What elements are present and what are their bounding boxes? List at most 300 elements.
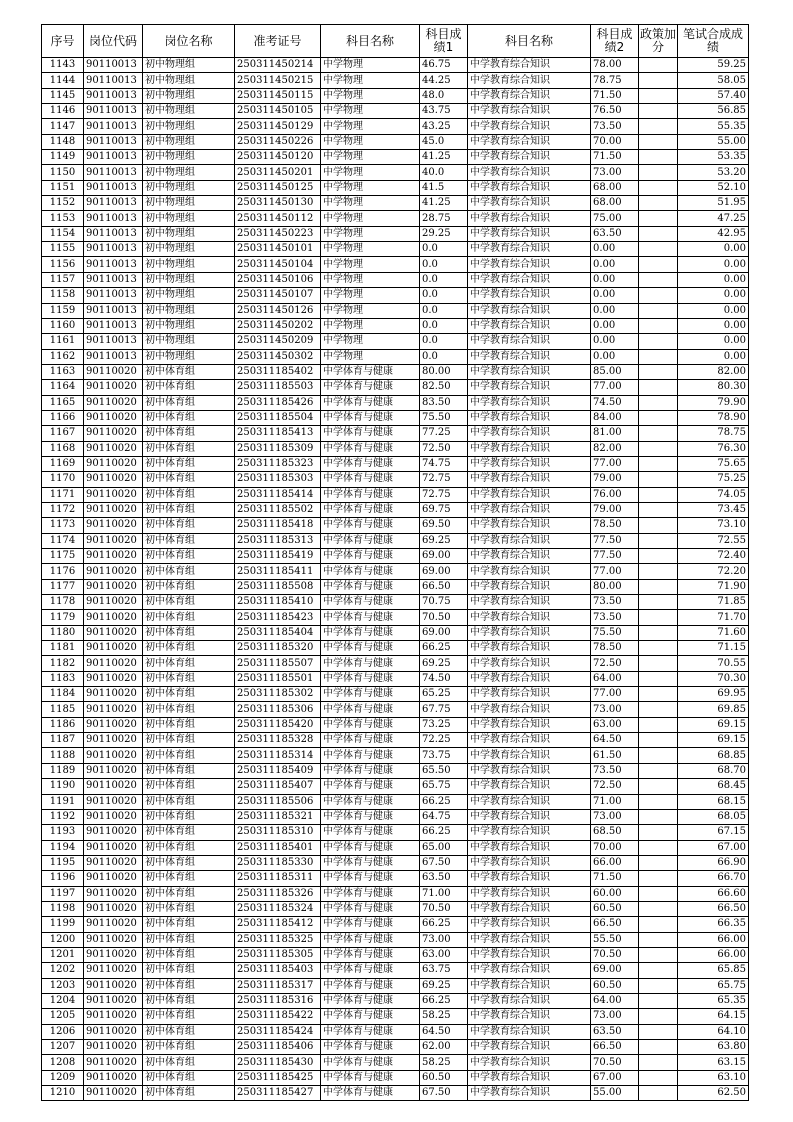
cell-subject-1: 中学体育与健康: [321, 717, 420, 732]
cell-score-1: 66.25: [420, 917, 468, 932]
cell-post-code: 90110013: [84, 73, 143, 88]
cell-post-name: 初中体育组: [143, 886, 235, 901]
cell-total-score: 66.00: [678, 947, 749, 962]
cell-subject-2: 中学教育综合知识: [468, 196, 591, 211]
cell-subject-1: 中学物理: [321, 134, 420, 149]
cell-score-2: 77.00: [591, 564, 639, 579]
cell-score-1: 69.25: [420, 978, 468, 993]
cell-seq: 1165: [42, 395, 84, 410]
cell-subject-2: 中学教育综合知识: [468, 886, 591, 901]
cell-policy-bonus: [639, 1055, 678, 1070]
cell-exam-number: 250311185402: [235, 364, 321, 379]
cell-post-name: 初中体育组: [143, 733, 235, 748]
table-row: [42, 1070, 749, 1085]
cell-score-1: 66.25: [420, 825, 468, 840]
cell-subject-2: 中学教育综合知识: [468, 242, 591, 257]
header-post-name: 岗位名称: [143, 25, 235, 58]
cell-subject-1: 中学物理: [321, 180, 420, 195]
cell-post-code: 90110020: [84, 595, 143, 610]
cell-total-score: 72.55: [678, 533, 749, 548]
cell-subject-1: 中学物理: [321, 150, 420, 165]
cell-policy-bonus: [639, 119, 678, 134]
cell-subject-2: 中学教育综合知识: [468, 73, 591, 88]
cell-post-code: 90110020: [84, 901, 143, 916]
cell-total-score: 56.85: [678, 104, 749, 119]
cell-seq: 1167: [42, 426, 84, 441]
cell-exam-number: 250311185427: [235, 1086, 321, 1101]
cell-score-1: 65.50: [420, 763, 468, 778]
table-row: [42, 211, 749, 226]
cell-exam-number: 250311450105: [235, 104, 321, 119]
header-seq: 序号: [42, 25, 84, 58]
cell-subject-2: 中学教育综合知识: [468, 855, 591, 870]
cell-score-2: 60.50: [591, 978, 639, 993]
cell-policy-bonus: [639, 794, 678, 809]
cell-subject-2: 中学教育综合知识: [468, 395, 591, 410]
cell-score-2: 79.00: [591, 472, 639, 487]
cell-exam-number: 250311450215: [235, 73, 321, 88]
cell-total-score: 65.75: [678, 978, 749, 993]
table-row: [42, 702, 749, 717]
cell-total-score: 0.00: [678, 272, 749, 287]
cell-subject-2: 中学教育综合知识: [468, 947, 591, 962]
cell-seq: 1188: [42, 748, 84, 763]
cell-score-1: 74.50: [420, 671, 468, 686]
header-policy-bonus: 政策加分: [639, 25, 678, 58]
cell-total-score: 0.00: [678, 334, 749, 349]
cell-score-1: 67.50: [420, 855, 468, 870]
cell-subject-1: 中学体育与健康: [321, 595, 420, 610]
cell-post-code: 90110020: [84, 441, 143, 456]
cell-post-code: 90110020: [84, 947, 143, 962]
cell-seq: 1180: [42, 625, 84, 640]
cell-total-score: 63.15: [678, 1055, 749, 1070]
cell-score-2: 78.50: [591, 641, 639, 656]
cell-post-code: 90110013: [84, 180, 143, 195]
cell-post-code: 90110013: [84, 165, 143, 180]
table-row: [42, 687, 749, 702]
cell-seq: 1192: [42, 809, 84, 824]
table-row: [42, 763, 749, 778]
cell-score-2: 71.50: [591, 88, 639, 103]
cell-policy-bonus: [639, 748, 678, 763]
cell-score-2: 0.00: [591, 242, 639, 257]
cell-post-name: 初中体育组: [143, 595, 235, 610]
cell-exam-number: 250311185330: [235, 855, 321, 870]
cell-total-score: 53.35: [678, 150, 749, 165]
cell-policy-bonus: [639, 717, 678, 732]
cell-subject-2: 中学教育综合知识: [468, 564, 591, 579]
cell-total-score: 71.60: [678, 625, 749, 640]
cell-post-name: 初中物理组: [143, 318, 235, 333]
cell-total-score: 68.45: [678, 779, 749, 794]
cell-seq: 1177: [42, 579, 84, 594]
cell-score-2: 84.00: [591, 410, 639, 425]
cell-score-2: 73.50: [591, 595, 639, 610]
cell-score-2: 74.50: [591, 395, 639, 410]
cell-post-code: 90110013: [84, 349, 143, 364]
cell-seq: 1155: [42, 242, 84, 257]
cell-policy-bonus: [639, 1024, 678, 1039]
cell-policy-bonus: [639, 1009, 678, 1024]
cell-exam-number: 250311450101: [235, 242, 321, 257]
cell-post-code: 90110020: [84, 733, 143, 748]
cell-score-2: 73.00: [591, 809, 639, 824]
cell-post-name: 初中物理组: [143, 88, 235, 103]
cell-policy-bonus: [639, 825, 678, 840]
cell-score-1: 62.00: [420, 1040, 468, 1055]
cell-post-code: 90110020: [84, 610, 143, 625]
cell-policy-bonus: [639, 58, 678, 73]
table-row: [42, 717, 749, 732]
cell-subject-1: 中学物理: [321, 211, 420, 226]
cell-score-2: 73.00: [591, 165, 639, 180]
cell-subject-2: 中学教育综合知识: [468, 165, 591, 180]
cell-subject-1: 中学物理: [321, 196, 420, 211]
cell-policy-bonus: [639, 733, 678, 748]
cell-exam-number: 250311185326: [235, 886, 321, 901]
cell-exam-number: 250311450129: [235, 119, 321, 134]
cell-exam-number: 250311185422: [235, 1009, 321, 1024]
cell-post-code: 90110020: [84, 871, 143, 886]
cell-score-2: 77.50: [591, 549, 639, 564]
cell-policy-bonus: [639, 779, 678, 794]
cell-post-name: 初中物理组: [143, 211, 235, 226]
table-row: [42, 73, 749, 88]
cell-exam-number: 250311450120: [235, 150, 321, 165]
cell-policy-bonus: [639, 487, 678, 502]
cell-policy-bonus: [639, 410, 678, 425]
cell-seq: 1202: [42, 963, 84, 978]
cell-seq: 1193: [42, 825, 84, 840]
cell-seq: 1197: [42, 886, 84, 901]
table-row: [42, 549, 749, 564]
table-row: [42, 641, 749, 656]
table-row: [42, 825, 749, 840]
cell-exam-number: 250311185404: [235, 625, 321, 640]
cell-score-2: 63.50: [591, 226, 639, 241]
cell-post-code: 90110020: [84, 1009, 143, 1024]
cell-post-name: 初中体育组: [143, 579, 235, 594]
cell-score-2: 67.00: [591, 1070, 639, 1085]
cell-exam-number: 250311185503: [235, 380, 321, 395]
cell-post-code: 90110020: [84, 886, 143, 901]
cell-score-1: 74.75: [420, 456, 468, 471]
cell-score-1: 65.00: [420, 840, 468, 855]
cell-exam-number: 250311185311: [235, 871, 321, 886]
cell-score-1: 73.25: [420, 717, 468, 732]
cell-score-1: 0.0: [420, 349, 468, 364]
cell-score-1: 70.50: [420, 610, 468, 625]
cell-policy-bonus: [639, 886, 678, 901]
cell-subject-1: 中学体育与健康: [321, 947, 420, 962]
cell-exam-number: 250311185324: [235, 901, 321, 916]
cell-post-code: 90110020: [84, 1070, 143, 1085]
cell-seq: 1190: [42, 779, 84, 794]
cell-exam-number: 250311185401: [235, 840, 321, 855]
cell-score-1: 69.75: [420, 502, 468, 517]
cell-post-name: 初中体育组: [143, 871, 235, 886]
cell-score-2: 66.50: [591, 917, 639, 932]
cell-subject-2: 中学教育综合知识: [468, 1086, 591, 1101]
cell-subject-2: 中学教育综合知识: [468, 794, 591, 809]
cell-score-1: 77.25: [420, 426, 468, 441]
cell-seq: 1182: [42, 656, 84, 671]
table-row: [42, 1009, 749, 1024]
cell-score-1: 66.25: [420, 641, 468, 656]
cell-total-score: 71.70: [678, 610, 749, 625]
cell-post-name: 初中体育组: [143, 1040, 235, 1055]
cell-policy-bonus: [639, 809, 678, 824]
table-body: [42, 58, 749, 1101]
table-row: [42, 779, 749, 794]
cell-post-code: 90110020: [84, 1086, 143, 1101]
cell-policy-bonus: [639, 993, 678, 1008]
cell-subject-1: 中学体育与健康: [321, 855, 420, 870]
table-row: [42, 472, 749, 487]
cell-subject-1: 中学物理: [321, 288, 420, 303]
cell-subject-1: 中学体育与健康: [321, 364, 420, 379]
cell-subject-2: 中学教育综合知识: [468, 763, 591, 778]
cell-subject-2: 中学教育综合知识: [468, 211, 591, 226]
table-row: [42, 533, 749, 548]
cell-post-code: 90110013: [84, 318, 143, 333]
cell-subject-1: 中学体育与健康: [321, 410, 420, 425]
cell-total-score: 75.25: [678, 472, 749, 487]
table-row: [42, 272, 749, 287]
cell-subject-1: 中学物理: [321, 119, 420, 134]
cell-subject-2: 中学教育综合知识: [468, 809, 591, 824]
cell-subject-2: 中学教育综合知识: [468, 456, 591, 471]
table-row: [42, 88, 749, 103]
cell-total-score: 73.10: [678, 518, 749, 533]
cell-post-code: 90110020: [84, 1024, 143, 1039]
cell-score-2: 0.00: [591, 288, 639, 303]
table-row: [42, 840, 749, 855]
cell-seq: 1181: [42, 641, 84, 656]
table-row: [42, 426, 749, 441]
cell-score-2: 71.00: [591, 794, 639, 809]
cell-seq: 1151: [42, 180, 84, 195]
cell-post-code: 90110013: [84, 134, 143, 149]
cell-subject-2: 中学教育综合知识: [468, 917, 591, 932]
cell-post-name: 初中物理组: [143, 150, 235, 165]
cell-policy-bonus: [639, 763, 678, 778]
cell-score-1: 43.25: [420, 119, 468, 134]
cell-post-name: 初中体育组: [143, 533, 235, 548]
cell-total-score: 0.00: [678, 349, 749, 364]
cell-score-2: 71.50: [591, 150, 639, 165]
cell-score-1: 82.50: [420, 380, 468, 395]
cell-post-code: 90110013: [84, 119, 143, 134]
cell-score-1: 70.50: [420, 901, 468, 916]
cell-total-score: 66.50: [678, 901, 749, 916]
cell-policy-bonus: [639, 288, 678, 303]
cell-policy-bonus: [639, 932, 678, 947]
cell-subject-2: 中学教育综合知识: [468, 901, 591, 916]
cell-post-name: 初中体育组: [143, 917, 235, 932]
cell-exam-number: 250311185506: [235, 794, 321, 809]
cell-post-name: 初中体育组: [143, 549, 235, 564]
cell-score-2: 77.00: [591, 380, 639, 395]
cell-score-2: 80.00: [591, 579, 639, 594]
cell-subject-1: 中学体育与健康: [321, 487, 420, 502]
cell-exam-number: 250311185328: [235, 733, 321, 748]
cell-policy-bonus: [639, 917, 678, 932]
cell-subject-2: 中学教育综合知识: [468, 487, 591, 502]
cell-seq: 1166: [42, 410, 84, 425]
cell-subject-1: 中学体育与健康: [321, 472, 420, 487]
cell-seq: 1161: [42, 334, 84, 349]
cell-seq: 1208: [42, 1055, 84, 1070]
cell-score-1: 45.0: [420, 134, 468, 149]
cell-score-1: 73.75: [420, 748, 468, 763]
cell-policy-bonus: [639, 579, 678, 594]
cell-score-1: 46.75: [420, 58, 468, 73]
cell-post-code: 90110020: [84, 641, 143, 656]
cell-score-1: 0.0: [420, 334, 468, 349]
cell-seq: 1157: [42, 272, 84, 287]
table-row: [42, 456, 749, 471]
cell-total-score: 64.15: [678, 1009, 749, 1024]
table-row: [42, 917, 749, 932]
cell-subject-2: 中学教育综合知识: [468, 226, 591, 241]
table-row: [42, 226, 749, 241]
cell-score-1: 69.00: [420, 564, 468, 579]
cell-post-code: 90110020: [84, 549, 143, 564]
cell-post-name: 初中体育组: [143, 671, 235, 686]
cell-score-2: 55.50: [591, 932, 639, 947]
cell-subject-2: 中学教育综合知识: [468, 656, 591, 671]
cell-score-1: 63.50: [420, 871, 468, 886]
table-row: [42, 502, 749, 517]
cell-post-code: 90110020: [84, 1055, 143, 1070]
header-post-code: 岗位代码: [84, 25, 143, 58]
cell-policy-bonus: [639, 272, 678, 287]
cell-post-name: 初中体育组: [143, 1086, 235, 1101]
cell-score-1: 0.0: [420, 257, 468, 272]
table-row: [42, 947, 749, 962]
cell-post-name: 初中物理组: [143, 272, 235, 287]
cell-score-2: 0.00: [591, 349, 639, 364]
cell-total-score: 67.00: [678, 840, 749, 855]
cell-subject-1: 中学体育与健康: [321, 380, 420, 395]
cell-exam-number: 250311185406: [235, 1040, 321, 1055]
header-exam-number: 准考证号: [235, 25, 321, 58]
table-row: [42, 595, 749, 610]
cell-seq: 1195: [42, 855, 84, 870]
cell-post-code: 90110020: [84, 932, 143, 947]
cell-score-2: 82.00: [591, 441, 639, 456]
cell-score-2: 78.75: [591, 73, 639, 88]
cell-subject-2: 中学教育综合知识: [468, 119, 591, 134]
cell-subject-2: 中学教育综合知识: [468, 871, 591, 886]
cell-exam-number: 250311450226: [235, 134, 321, 149]
cell-exam-number: 250311185310: [235, 825, 321, 840]
cell-post-name: 初中物理组: [143, 303, 235, 318]
cell-total-score: 73.45: [678, 502, 749, 517]
cell-exam-number: 250311185407: [235, 779, 321, 794]
cell-subject-1: 中学体育与健康: [321, 901, 420, 916]
cell-post-code: 90110020: [84, 855, 143, 870]
cell-total-score: 59.25: [678, 58, 749, 73]
cell-score-2: 63.50: [591, 1024, 639, 1039]
cell-policy-bonus: [639, 502, 678, 517]
cell-subject-1: 中学体育与健康: [321, 871, 420, 886]
cell-post-name: 初中体育组: [143, 993, 235, 1008]
cell-post-name: 初中体育组: [143, 410, 235, 425]
cell-policy-bonus: [639, 671, 678, 686]
cell-subject-2: 中学教育综合知识: [468, 963, 591, 978]
cell-exam-number: 250311185314: [235, 748, 321, 763]
cell-total-score: 65.35: [678, 993, 749, 1008]
cell-score-2: 75.50: [591, 625, 639, 640]
cell-seq: 1158: [42, 288, 84, 303]
cell-score-1: 69.50: [420, 518, 468, 533]
table-row: [42, 104, 749, 119]
table-row: [42, 518, 749, 533]
cell-subject-1: 中学体育与健康: [321, 549, 420, 564]
cell-subject-1: 中学物理: [321, 303, 420, 318]
cell-score-2: 0.00: [591, 272, 639, 287]
cell-seq: 1160: [42, 318, 84, 333]
cell-post-code: 90110020: [84, 533, 143, 548]
cell-policy-bonus: [639, 303, 678, 318]
cell-exam-number: 250311450126: [235, 303, 321, 318]
cell-exam-number: 250311450115: [235, 88, 321, 103]
cell-subject-2: 中学教育综合知识: [468, 1040, 591, 1055]
cell-seq: 1206: [42, 1024, 84, 1039]
cell-seq: 1172: [42, 502, 84, 517]
cell-score-1: 66.25: [420, 794, 468, 809]
cell-policy-bonus: [639, 656, 678, 671]
cell-exam-number: 250311185419: [235, 549, 321, 564]
cell-subject-1: 中学体育与健康: [321, 763, 420, 778]
cell-post-code: 90110020: [84, 794, 143, 809]
cell-exam-number: 250311185501: [235, 671, 321, 686]
cell-subject-1: 中学体育与健康: [321, 441, 420, 456]
table-row: [42, 487, 749, 502]
cell-policy-bonus: [639, 318, 678, 333]
cell-post-name: 初中体育组: [143, 687, 235, 702]
cell-post-name: 初中体育组: [143, 779, 235, 794]
table-row: [42, 303, 749, 318]
cell-exam-number: 250311450104: [235, 257, 321, 272]
cell-post-name: 初中体育组: [143, 1009, 235, 1024]
cell-post-code: 90110020: [84, 564, 143, 579]
cell-exam-number: 250311185420: [235, 717, 321, 732]
table-row: [42, 150, 749, 165]
cell-score-1: 40.0: [420, 165, 468, 180]
cell-post-name: 初中物理组: [143, 73, 235, 88]
cell-score-2: 64.00: [591, 993, 639, 1008]
cell-score-2: 78.00: [591, 58, 639, 73]
cell-score-1: 28.75: [420, 211, 468, 226]
cell-exam-number: 250311185302: [235, 687, 321, 702]
cell-score-1: 83.50: [420, 395, 468, 410]
cell-exam-number: 250311185409: [235, 763, 321, 778]
cell-score-2: 0.00: [591, 303, 639, 318]
cell-policy-bonus: [639, 610, 678, 625]
cell-score-1: 0.0: [420, 288, 468, 303]
cell-score-2: 77.00: [591, 456, 639, 471]
cell-post-name: 初中体育组: [143, 625, 235, 640]
cell-post-code: 90110020: [84, 779, 143, 794]
cell-post-code: 90110013: [84, 303, 143, 318]
cell-score-2: 78.50: [591, 518, 639, 533]
table-row: [42, 564, 749, 579]
cell-subject-1: 中学物理: [321, 349, 420, 364]
